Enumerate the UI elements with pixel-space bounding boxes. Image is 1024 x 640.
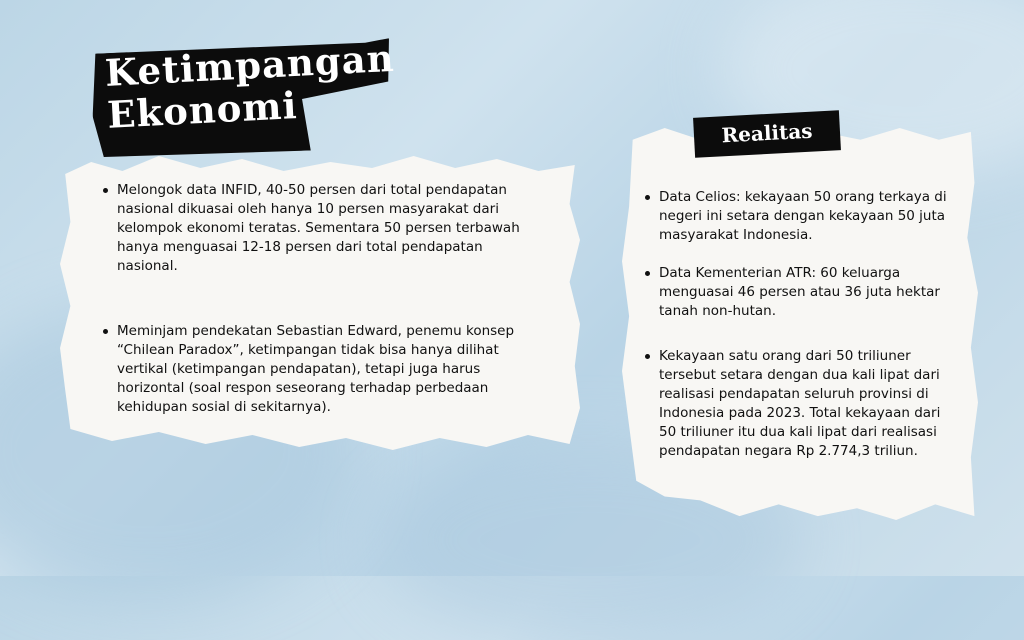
list-item: Data Kementerian ATR: 60 keluarga menguasai 46 persen atau 36 juta hektar tanah non-hutan. <box>642 264 960 321</box>
left-bullet-list <box>100 181 545 417</box>
title-line-2: Ekonomi <box>106 82 299 137</box>
right-bullet-list <box>642 188 960 461</box>
list-item: Melongok data INFID, 40-50 persen dari total pendapatan nasional dikuasai oleh hanya 10 persen masyarakat dari kelompok ekonomi teratas. Sementara 50 persen terbawah hanya menguasai 12-18 persen dari total pendapatan nasional. <box>100 181 545 276</box>
list-item: Meminjam pendekatan Sebastian Edward, penemu konsep “Chilean Paradox”, ketimpangan tidak bisa hanya dilihat vertikal (ketimpangan pendapatan), tetapi juga harus horizontal (soal respon seseorang terhadap perbedaan kehidupan sosial di sekitarnya). <box>100 322 545 417</box>
slide-title <box>104 37 398 136</box>
title-line-1: Ketimpangan <box>103 35 396 95</box>
list-item: Kekayaan satu orang dari 50 triliuner tersebut setara dengan dua kali lipat dari realisasi pendapatan seluruh provinsi di Indonesia pada 2023. Total kekayaan dari 50 triliuner itu dua kali lipat dari realisasi pendapatan negara Rp 2.774,3 triliun. <box>642 347 960 461</box>
list-item: Data Celios: kekayaan 50 orang terkaya di negeri ini setara dengan kekayaan 50 juta masyarakat Indonesia. <box>642 188 960 245</box>
section-label: Realitas <box>720 118 814 148</box>
